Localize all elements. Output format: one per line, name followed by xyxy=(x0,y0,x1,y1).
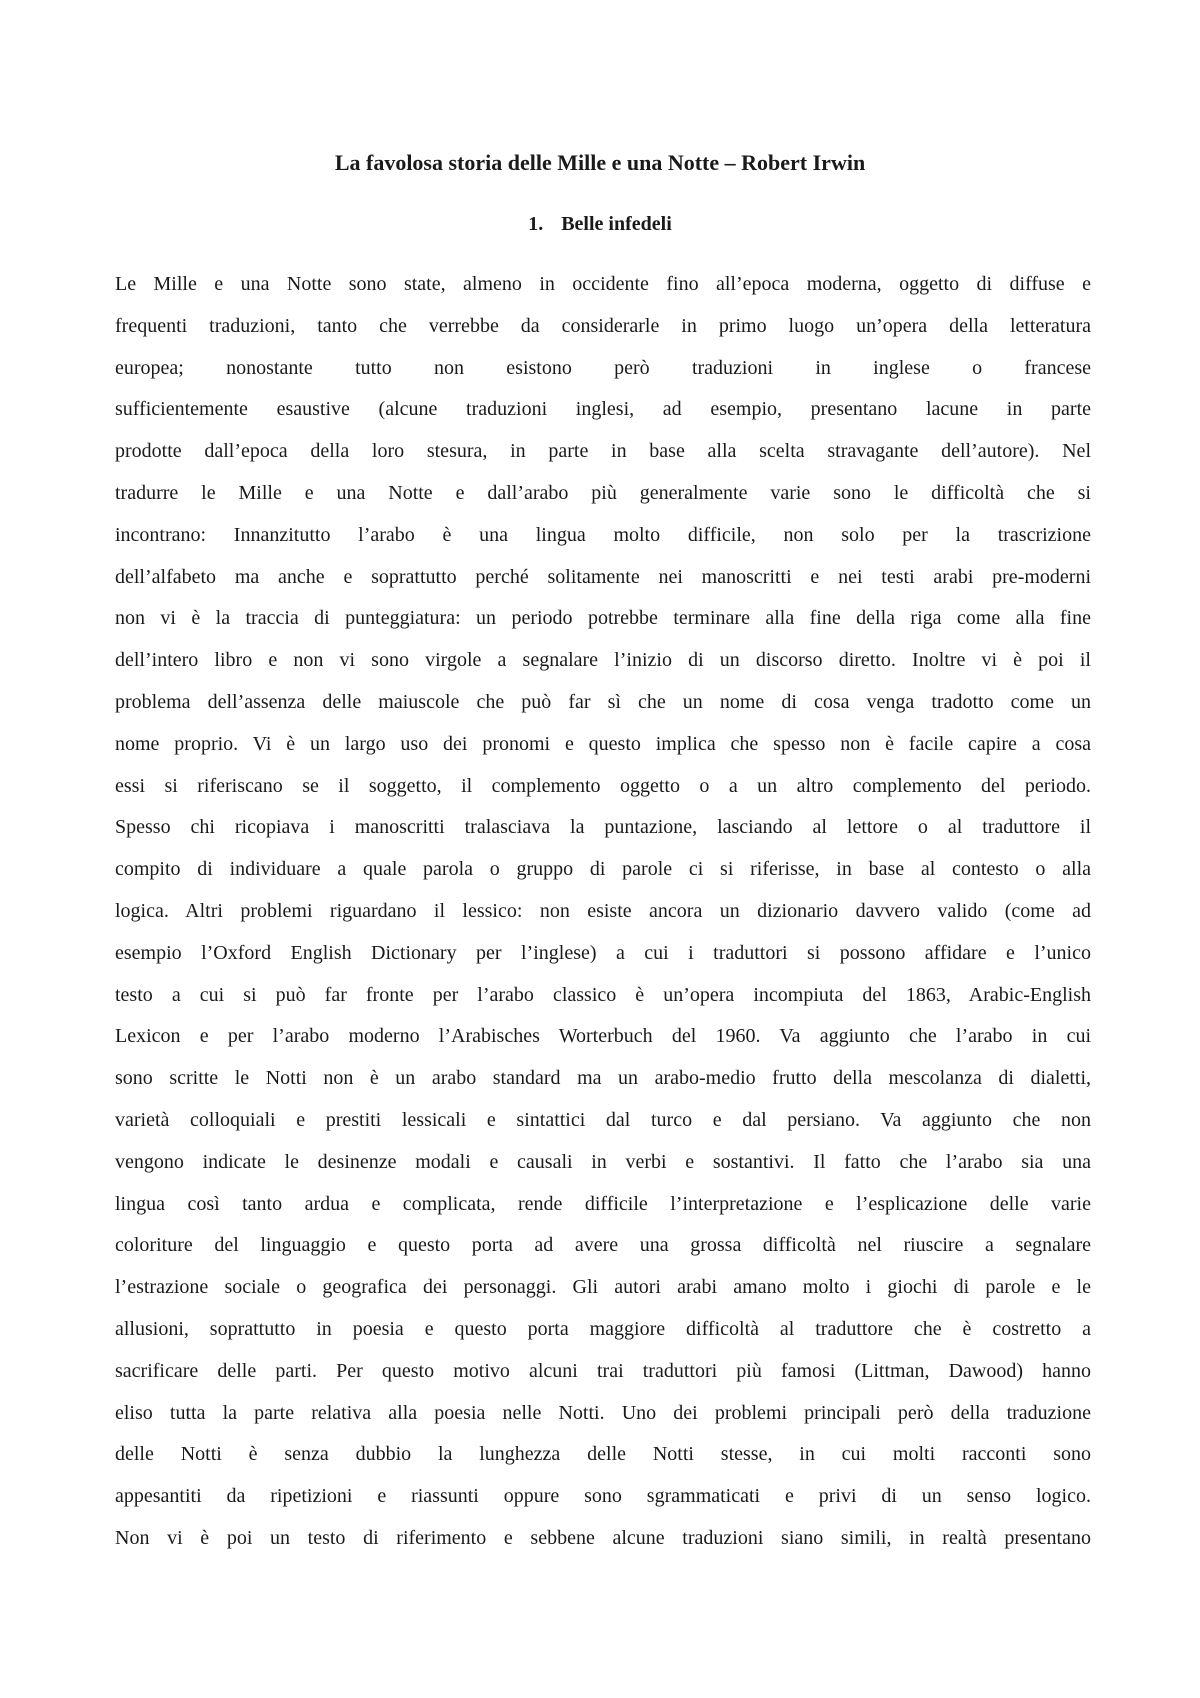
paragraph-line: Non vi è poi un testo di riferimento e sebbene alcune traduzioni siano simili, in realtà presentano xyxy=(115,1526,1091,1549)
paragraph-line: dell’alfabeto ma anche e soprattutto perché solitamente nei manoscritti e nei testi arabi pre-moderni xyxy=(115,565,1091,588)
paragraph-line: essi si riferiscano se il soggetto, il complemento oggetto o a un altro complemento del periodo. xyxy=(115,774,1091,797)
paragraph-line: allusioni, soprattutto in poesia e questo porta maggiore difficoltà al traduttore che è costretto a xyxy=(115,1317,1091,1340)
paragraph-line: l’estrazione sociale o geografica dei personaggi. Gli autori arabi amano molto i giochi di parole e le xyxy=(115,1276,1091,1299)
paragraph-line: Le Mille e una Notte sono state, almeno in occidente fino all’epoca moderna, oggetto di diffuse e xyxy=(115,273,1091,295)
paragraph-line: appesantiti da ripetizioni e riassunti oppure sono sgrammaticati e privi di un senso logico. xyxy=(115,1485,1091,1508)
section-heading xyxy=(0,210,1200,238)
paragraph-line: testo a cui si può far fronte per l’arabo classico è un’opera incompiuta del 1863, Arabic-English xyxy=(115,983,1091,1006)
section-title: Belle infedeli xyxy=(561,213,672,235)
paragraph-line: coloriture del linguaggio e questo porta ad avere una grossa difficoltà nel riuscire a segnalare xyxy=(115,1234,1091,1257)
paragraph-line: Spesso chi ricopiava i manoscritti tralasciava la puntazione, lasciando al lettore o al traduttore il xyxy=(115,816,1091,839)
paragraph-line: dell’intero libro e non vi sono virgole a segnalare l’inizio di un discorso diretto. Inoltre vi è poi il xyxy=(115,649,1091,672)
paragraph-line: sono scritte le Notti non è un arabo standard ma un arabo-medio frutto della mescolanza di dialetti, xyxy=(115,1067,1091,1090)
paragraph-line: Lexicon e per l’arabo moderno l’Arabisches Worterbuch del 1960. Va aggiunto che l’arabo in cui xyxy=(115,1025,1091,1048)
paragraph-line: delle Notti è senza dubbio la lunghezza delle Notti stesse, in cui molti racconti sono xyxy=(115,1443,1091,1466)
paragraph-line: logica. Altri problemi riguardano il lessico: non esiste ancora un dizionario davvero valido (come ad xyxy=(115,899,1091,922)
paragraph-line: compito di individuare a quale parola o gruppo di parole ci si riferisse, in base al contesto o alla xyxy=(115,858,1091,881)
paragraph-line: incontrano: Innanzitutto l’arabo è una lingua molto difficile, non solo per la trascrizione xyxy=(115,523,1091,546)
paragraph-line: eliso tutta la parte relativa alla poesia nelle Notti. Uno dei problemi principali però della traduzione xyxy=(115,1401,1091,1424)
paragraph-line: nome proprio. Vi è un largo uso dei pronomi e questo implica che spesso non è facile capire a cosa xyxy=(115,732,1091,755)
paragraph-line: europea; nonostante tutto non esistono però traduzioni in inglese o francese xyxy=(115,356,1091,379)
body-paragraph xyxy=(115,264,1091,1560)
section-number: 1. xyxy=(528,213,544,235)
paragraph-line: sacrificare delle parti. Per questo motivo alcuni trai traduttori più famosi (Littman, Dawood) hanno xyxy=(115,1359,1091,1382)
paragraph-line: esempio l’Oxford English Dictionary per l’inglese) a cui i traduttori si possono affidare e l’unico xyxy=(115,941,1091,964)
paragraph-line: lingua così tanto ardua e complicata, rende difficile l’interpretazione e l’esplicazione delle varie xyxy=(115,1192,1091,1215)
paragraph-line: varietà colloquiali e prestiti lessicali e sintattici dal turco e dal persiano. Va aggiunto che non xyxy=(115,1108,1091,1131)
paragraph-line: tradurre le Mille e una Notte e dall’arabo più generalmente varie sono le difficoltà che si xyxy=(115,481,1091,504)
paragraph-line: frequenti traduzioni, tanto che verrebbe da considerarle in primo luogo un’opera della letteratura xyxy=(115,314,1091,337)
paragraph-line: non vi è la traccia di punteggiatura: un periodo potrebbe terminare alla fine della riga come alla fine xyxy=(115,607,1091,630)
document-title: La favolosa storia delle Mille e una Notte – Robert Irwin xyxy=(334,150,866,175)
paragraph-line: problema dell’assenza delle maiuscole che può far sì che un nome di cosa venga tradotto come un xyxy=(115,690,1091,713)
paragraph-line: vengono indicate le desinenze modali e causali in verbi e sostantivi. Il fatto che l’arabo sia una xyxy=(115,1150,1091,1173)
paragraph-line: prodotte dall’epoca della loro stesura, in parte in base alla scelta stravagante dell’autore). Nel xyxy=(115,440,1091,463)
paragraph-line: sufficientemente esaustive (alcune traduzioni inglesi, ad esempio, presentano lacune in parte xyxy=(115,398,1091,421)
